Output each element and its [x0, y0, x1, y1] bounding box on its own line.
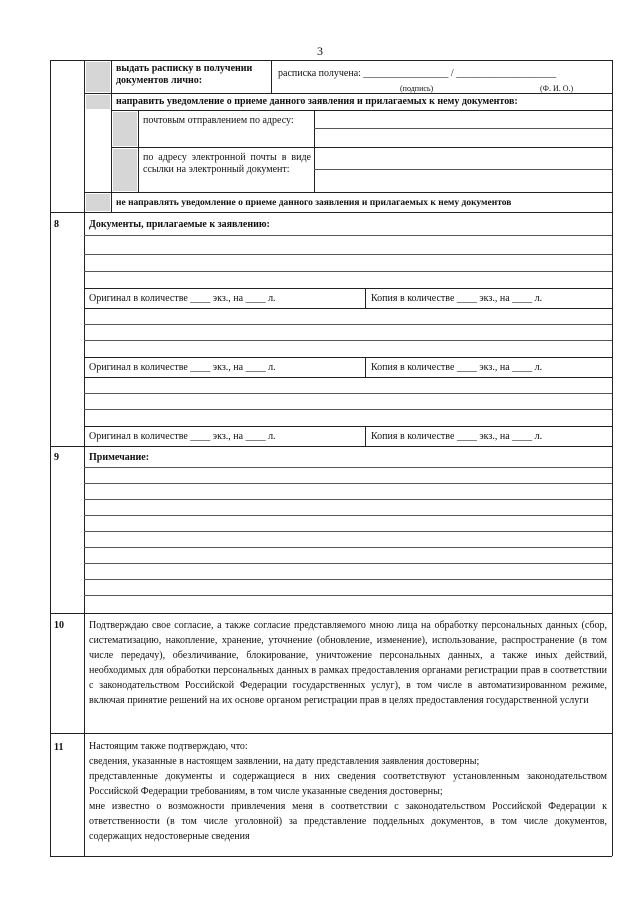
checkbox-shade-no-notify [86, 194, 110, 211]
frame-left-border [50, 60, 51, 856]
section-9-title: Примечание: [89, 452, 150, 463]
section-11-number: 11 [54, 742, 64, 753]
fio-caption: (Ф. И. О.) [540, 84, 574, 93]
signature-caption: (подпись) [400, 84, 434, 93]
doc3-copy-count: Копия в количестве ____ экз., на ____ л. [371, 431, 543, 442]
checkbox-shade-email [113, 149, 137, 191]
frame-bottom-border [50, 856, 612, 857]
frame-right-border [612, 60, 613, 856]
receipt-received-line: расписка получена: _________________ / ____________________ [278, 68, 557, 79]
no-notify-option-label: не направлять уведомление о приеме данного заявления и прилагаемых к нему документов [116, 198, 512, 208]
postal-option-label: почтовым отправлением по адресу: [143, 115, 294, 126]
section-8-number: 8 [54, 219, 59, 230]
email-option-label: по адресу электронной почты в виде ссылки на электронный документ: [143, 152, 311, 175]
notify-option-label: направить уведомление о приеме данного заявления и прилагаемых к нему документов: [116, 96, 518, 107]
section-10-number: 10 [54, 620, 64, 631]
doc1-original-count: Оригинал в количестве ____ экз., на ____ л. [89, 293, 276, 304]
checkbox-shade-notify [86, 95, 110, 109]
doc2-original-count: Оригинал в количестве ____ экз., на ____ л. [89, 362, 276, 373]
page-number: 3 [317, 44, 323, 58]
confirmation-block [89, 739, 607, 844]
doc2-copy-count: Копия в количестве ____ экз., на ____ л. [371, 362, 543, 373]
frame-top-border [50, 60, 612, 61]
checkbox-shade-postal [113, 112, 137, 146]
doc1-copy-count: Копия в количестве ____ экз., на ____ л. [371, 293, 543, 304]
number-column-divider [84, 60, 85, 856]
consent-text: Подтверждаю свое согласие, а также согласие представляемого мною лица на обработку персональных данных (сбор, систематизацию, накопление, хранение, уточнение (обновление, изменение), использование, распространение (в том числе передачу), обезличивание, блокирование, уничтожение персональных данных, а также иных действий, необходимых для обработки персональных данных в рамках предоставления органами регистрации прав в соответствии с законодательством Российской Федерации государственных услуг), в том числе в автоматизированном режиме, включая принятие решений на их основе органом регистрации прав в целях предоставления государственной услуги [89, 620, 607, 706]
confirmation-item-1: сведения, указанные в настоящем заявлении, на дату представления заявления достоверны; [89, 756, 480, 767]
section-9-number: 9 [54, 452, 59, 463]
receipt-option-label: выдать расписку в получении документов лично: [116, 63, 253, 86]
checkbox-shade-receipt [86, 62, 110, 92]
section-8-title: Документы, прилагаемые к заявлению: [89, 219, 270, 230]
doc3-original-count: Оригинал в количестве ____ экз., на ____ л. [89, 431, 276, 442]
confirmation-item-3: мне известно о возможности привлечения меня в соответствии с законодательством Российской Федерации к ответственности (в том числе уголовной) за представление поддельных документов, в том числе документов, содержащих недостоверные сведения [89, 801, 607, 842]
confirmation-intro: Настоящим также подтверждаю, что: [89, 741, 248, 752]
confirmation-item-2: представленные документы и содержащиеся в них сведения соответствуют установленным законодательством Российской Федерации требованиям, в том числе указанные сведения достоверны; [89, 771, 607, 797]
